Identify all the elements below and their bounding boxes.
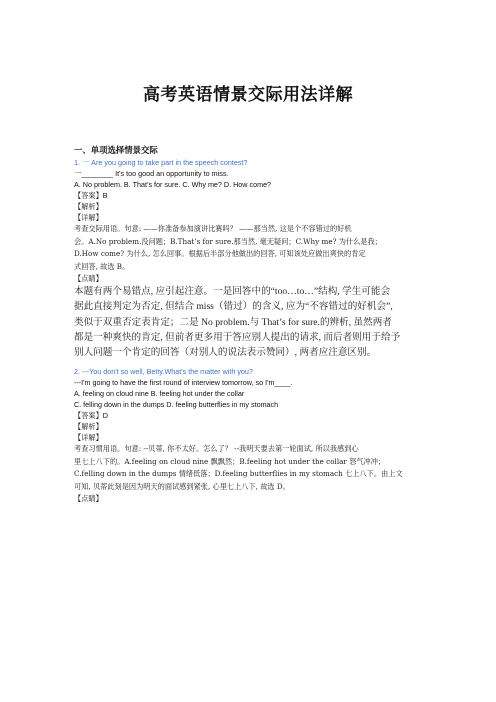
q1-tip-line: 本题有两个易错点, 应引起注意。一是回答中的“too…to…”结构, 学生可能会 (74, 286, 391, 297)
q2-option-line: C. felling down in the dumps D. feeling butterflies in my stomach (74, 400, 279, 410)
document-body (74, 144, 436, 504)
q2-explanation-line: 考查习惯用语。句意: --贝蒂, 你不太好。怎么了？ --我明天要去第一轮面试, 所以我感到心 (74, 444, 359, 454)
q1-tip-label: 【点睛】 (74, 274, 103, 283)
q1-detail-label: 【详解】 (74, 213, 103, 222)
q1-tip-line: 据此直接判定为否定, 但结合 miss（错过）的含义, 应为“不容错过的好机会”, (74, 301, 393, 313)
section-heading: 一、单项选择情景交际 (74, 145, 158, 155)
q1-explanation-line: 会。A.No problem.没问题；B.That’s for sure.那当然, 毫无疑问；C.Why me? 为什么是我； (74, 236, 382, 246)
q2-explanation-line: C.felling down in the dumps 情绪低落；D.feeling butterflies in my stomach 七上八下。由上文 (74, 469, 403, 479)
q1-tip-line: 都是一种爽快的肯定, 但前者更多用于答应别人提出的请求, 而后者则用于给予 (74, 331, 401, 343)
q1-explanation-line: 考查交际用语。句意: ——你准备参加演讲比赛吗？ ——那当然, 这是个不容错过的好机 (74, 224, 352, 233)
q1-tip-line: 类似于双重否定表肯定；二是 No problem.与 That’s for sure.的辨析, 虽然两者 (74, 316, 392, 328)
q2-analysis-label: 【解析】 (74, 422, 103, 432)
q2-detail-label: 【详解】 (74, 433, 103, 443)
q1-explanation-line: 式回答, 故选 B。 (74, 261, 130, 271)
q2-option-line: A. feeling on cloud nine B. feeling hot under the collar (74, 389, 245, 399)
q1-options: A. No problem. B. That’s for sure. C. Why me? D. How come? (74, 180, 272, 189)
q2-key: 【答案】D (74, 411, 108, 421)
q1-answer-line: 一________ It's too good an opportunity to miss. (74, 169, 229, 178)
q2-explanation-line: 可知, 贝蒂此刻是因为明天的面试感到紧张, 心里七上八下, 故选 D。 (74, 481, 290, 491)
q1-key: 【答案】B (74, 191, 108, 200)
q2-question: 2. ---You don't so well, Betty.What's the matter with you? (74, 367, 253, 377)
document-title: 高考英语情景交际用法详解 (143, 85, 353, 105)
q1-explanation-line: D.How come? 为什么, 怎么回事。根据后半部分他做出的回答, 可知该处应做出爽快的肯定 (74, 249, 366, 258)
q1-tip-line: 别人问题一个肯定的回答（对别人的说法表示赞同）, 两者应注意区别。 (74, 347, 377, 359)
q2-answer-line: ---I'm going to have the first round of interview tomorrow, so I'm____. (74, 378, 293, 388)
q2-explanation-line: 里七上八下的。A.feeling on cloud nine 飘飘然；B.feeling hot under the collar 怒气冲冲； (74, 456, 386, 466)
q1-question: 1. 一 Are you going to take part in the speech contest? (74, 158, 248, 167)
q2-tip-label: 【点睛】 (74, 494, 103, 504)
q1-analysis-label: 【解析】 (74, 202, 103, 211)
